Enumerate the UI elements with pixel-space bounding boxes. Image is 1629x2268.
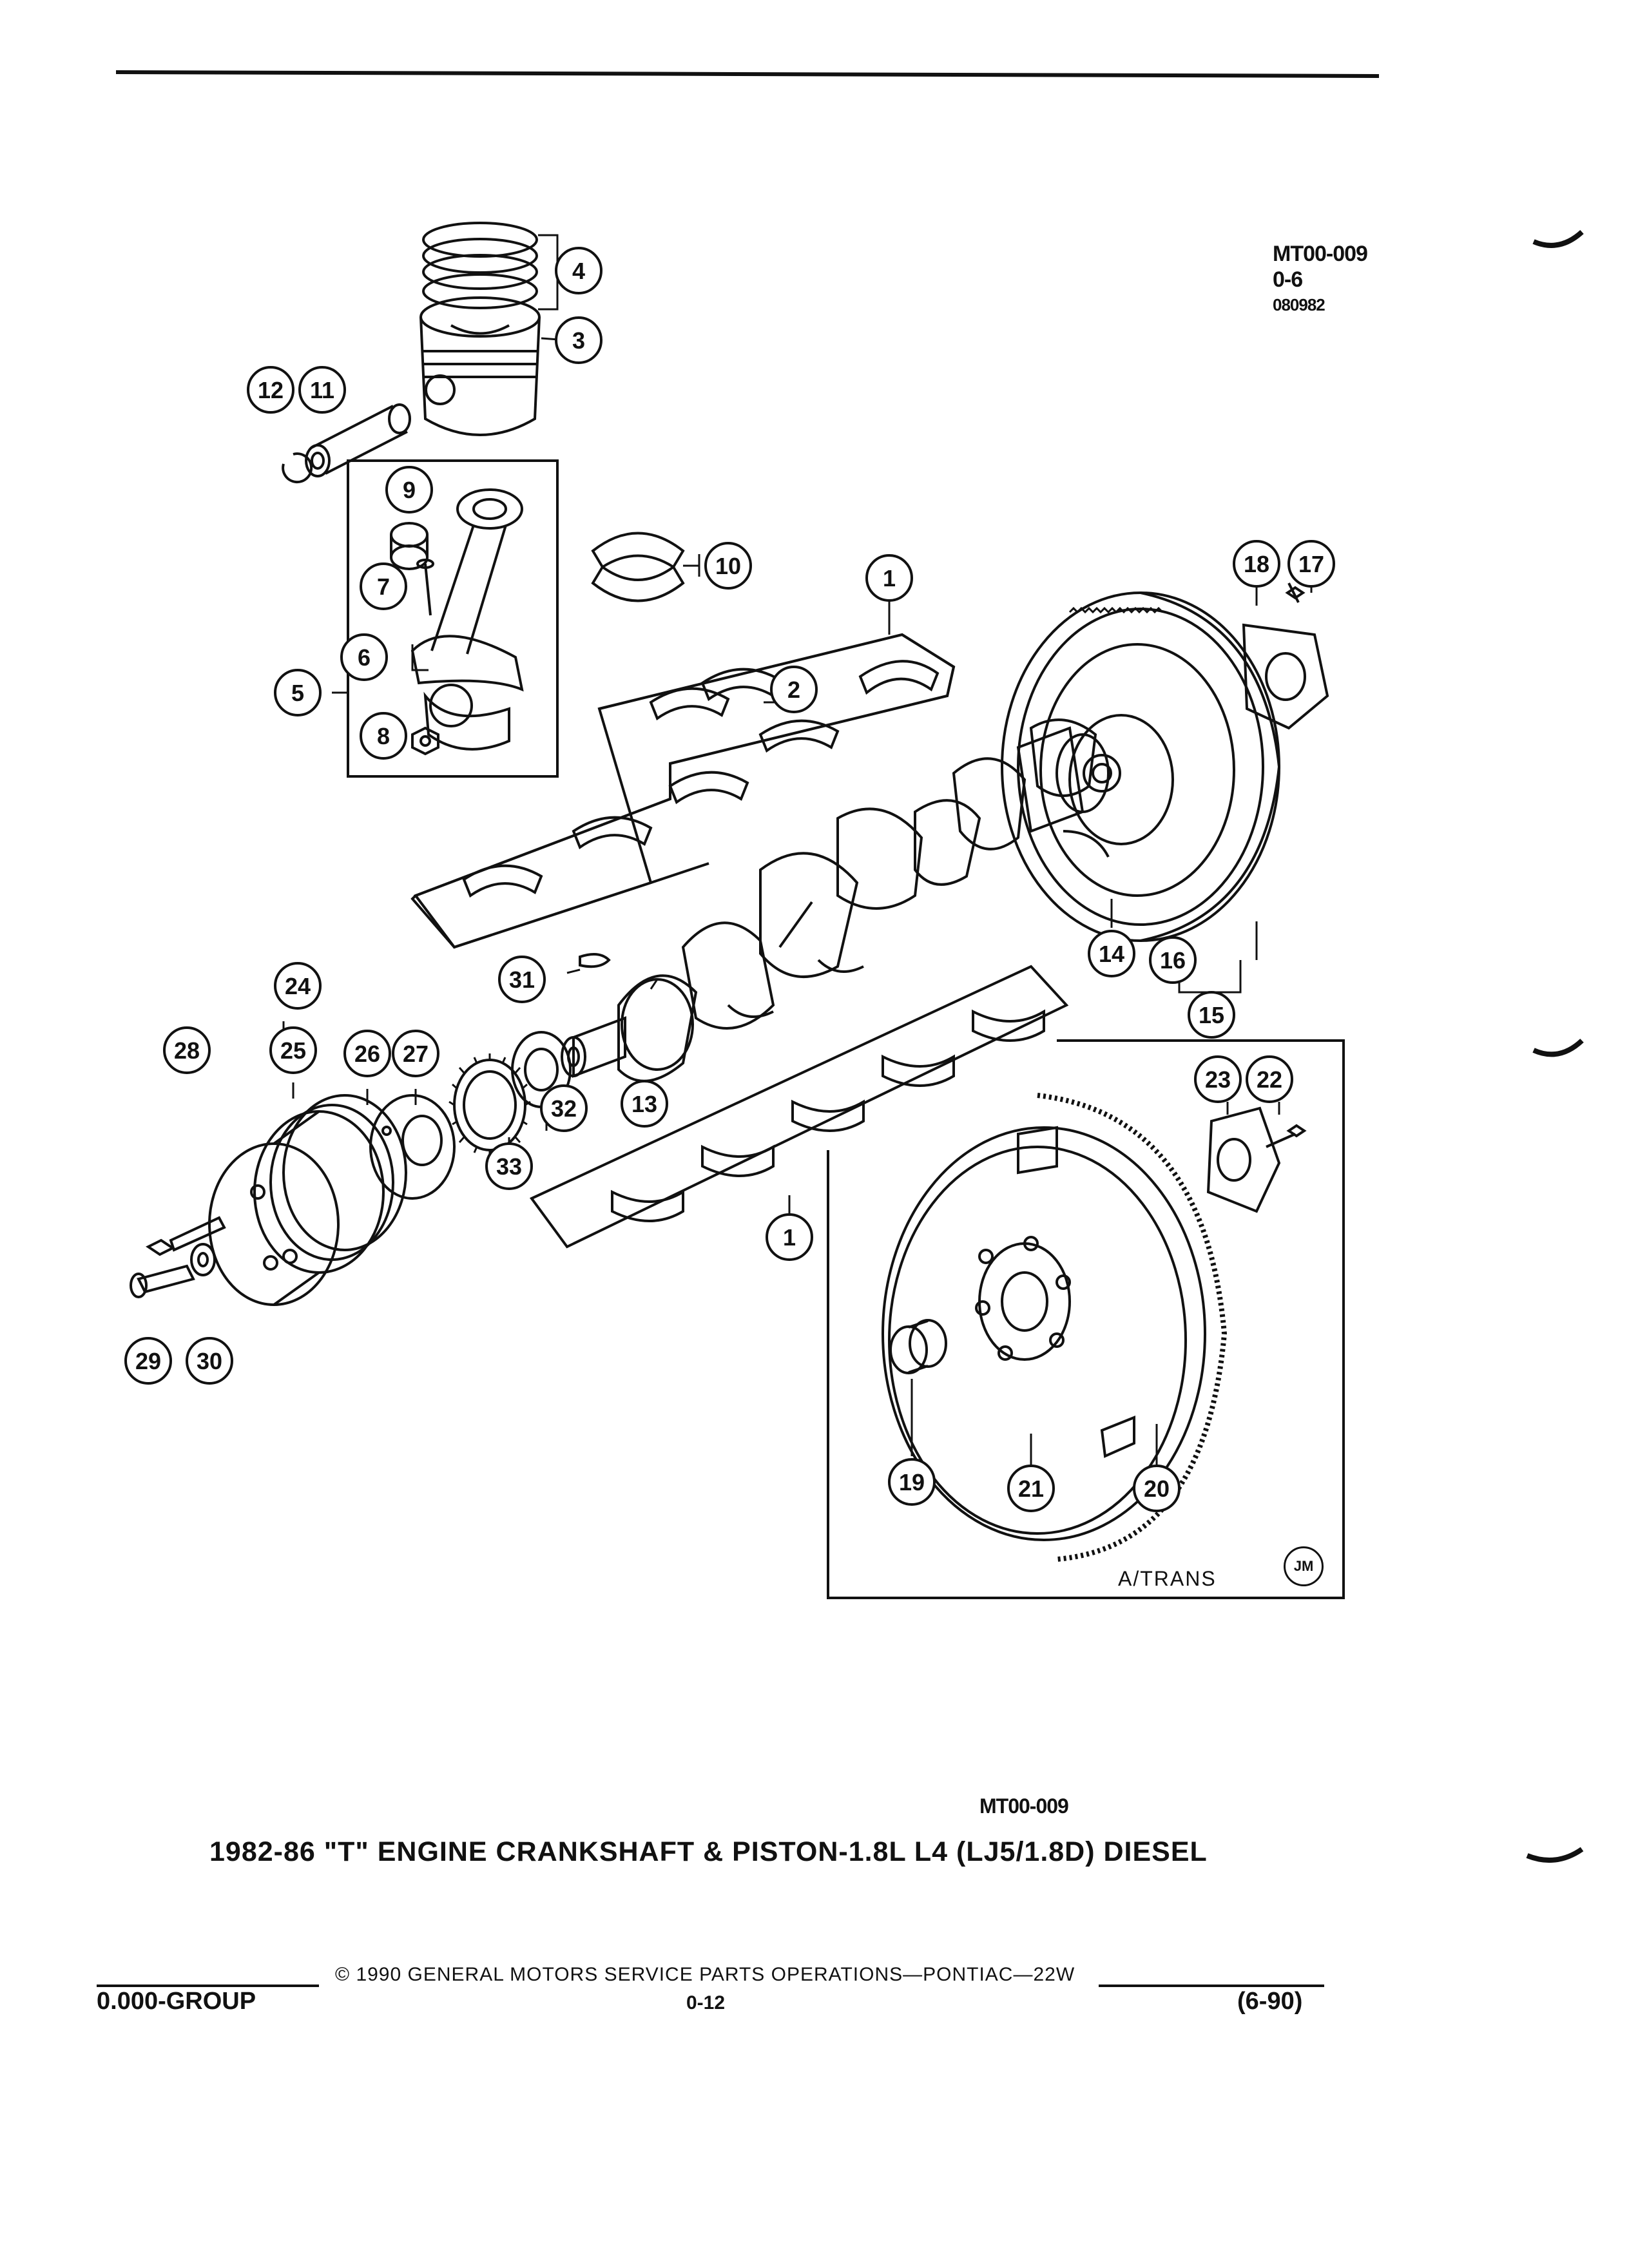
callout-23 bbox=[1195, 1057, 1240, 1102]
callout-label: 20 bbox=[1143, 1475, 1170, 1502]
callout-2 bbox=[771, 667, 816, 712]
callout-label: 32 bbox=[550, 1095, 577, 1122]
atrans-label: A/TRANS bbox=[1118, 1567, 1217, 1590]
callout-29 bbox=[126, 1338, 171, 1383]
callout-label: 4 bbox=[572, 258, 586, 284]
crankshaft bbox=[562, 720, 1108, 1081]
callout-11 bbox=[300, 367, 345, 412]
footer-rule-right bbox=[1099, 1984, 1324, 1987]
callout-22 bbox=[1247, 1057, 1292, 1102]
callout-label: 16 bbox=[1159, 947, 1186, 974]
piston-pin bbox=[306, 405, 410, 476]
line-art bbox=[131, 223, 1344, 1598]
footer-page: 0-12 bbox=[686, 1992, 726, 2013]
callout-label: 11 bbox=[309, 377, 335, 403]
callout-label: 23 bbox=[1204, 1066, 1231, 1093]
callout-label: 9 bbox=[402, 477, 416, 503]
callout-label: 3 bbox=[572, 327, 586, 354]
callout-label: 28 bbox=[173, 1037, 200, 1064]
callout-14 bbox=[1089, 931, 1134, 976]
callout-label: 1 bbox=[782, 1224, 796, 1251]
callout-20 bbox=[1134, 1466, 1179, 1511]
connecting-rod bbox=[412, 490, 522, 749]
callout-label: 14 bbox=[1098, 941, 1125, 967]
rod-bearings bbox=[593, 533, 683, 601]
callout-label: 31 bbox=[508, 966, 535, 993]
binder-mark-2 bbox=[1534, 1041, 1582, 1054]
callout-25 bbox=[271, 1028, 316, 1073]
callout-label: 1 bbox=[882, 565, 896, 591]
callout-label: 21 bbox=[1017, 1475, 1045, 1502]
callout-1 bbox=[767, 1215, 812, 1260]
callout-7 bbox=[361, 564, 406, 609]
callout-label: 12 bbox=[257, 377, 284, 403]
callout-26 bbox=[345, 1031, 390, 1076]
callout-label: 7 bbox=[376, 573, 390, 600]
callout-label: 6 bbox=[357, 644, 371, 671]
callout-10 bbox=[706, 543, 751, 588]
timing-gear bbox=[449, 1053, 530, 1157]
crank-pulley bbox=[209, 1095, 406, 1305]
flywheel bbox=[1002, 593, 1279, 941]
callout-label: 19 bbox=[898, 1469, 925, 1495]
callout-31 bbox=[499, 957, 545, 1002]
callout-13 bbox=[622, 1081, 667, 1126]
piston bbox=[421, 298, 539, 435]
small-end-bushing bbox=[391, 523, 427, 569]
callout-label: 29 bbox=[135, 1348, 162, 1374]
callout-33 bbox=[487, 1144, 532, 1189]
callout-label: 2 bbox=[787, 677, 801, 703]
callout-label: 18 bbox=[1243, 551, 1270, 577]
crank-key bbox=[580, 954, 609, 966]
flexplate-bolt bbox=[1266, 1126, 1304, 1147]
callout-label: 25 bbox=[280, 1037, 307, 1064]
callout-label: 27 bbox=[402, 1041, 429, 1067]
artist-initials-text: JM bbox=[1293, 1558, 1314, 1574]
callouts bbox=[126, 248, 1334, 1511]
header-code: MT00-009 bbox=[1273, 242, 1367, 266]
callout-12 bbox=[248, 367, 293, 412]
callout-30 bbox=[187, 1338, 232, 1383]
callout-24 bbox=[275, 963, 320, 1008]
footer-date-code: (6-90) bbox=[1237, 1988, 1303, 2015]
callout-label: 13 bbox=[631, 1091, 658, 1117]
binder-mark-1 bbox=[1534, 232, 1582, 245]
callout-28 bbox=[164, 1028, 209, 1073]
callout-19 bbox=[889, 1459, 934, 1504]
pulley-hub bbox=[371, 1095, 454, 1198]
callout-label: 30 bbox=[196, 1348, 223, 1374]
caption-code: MT00-009 bbox=[979, 1794, 1068, 1818]
flywheel-plate bbox=[1244, 625, 1327, 728]
footer-rule-left bbox=[97, 1984, 319, 1987]
converter-pilot bbox=[891, 1320, 946, 1373]
upper-main-bearings bbox=[464, 661, 938, 896]
header-sub-code: 0-6 bbox=[1273, 267, 1303, 292]
callout-17 bbox=[1289, 541, 1334, 586]
flexplate-spacer bbox=[1208, 1108, 1279, 1211]
caption-title: 1982-86 "T" ENGINE CRANKSHAFT & PISTON-1.8L L4 (LJ5/1.8D) DIESEL bbox=[209, 1836, 1208, 1867]
binder-mark-3 bbox=[1527, 1849, 1582, 1860]
callout-label: 15 bbox=[1198, 1002, 1225, 1028]
callout-21 bbox=[1008, 1466, 1054, 1511]
upper-panel-outline bbox=[416, 635, 954, 947]
callout-8 bbox=[361, 713, 406, 758]
rod-bolt bbox=[418, 560, 433, 615]
callout-label: 8 bbox=[376, 723, 390, 749]
callout-4 bbox=[556, 248, 601, 293]
callout-3 bbox=[556, 318, 601, 363]
callout-6 bbox=[342, 635, 387, 680]
callout-27 bbox=[393, 1031, 438, 1076]
callout-1 bbox=[867, 555, 912, 601]
callout-5 bbox=[275, 670, 320, 715]
callout-label: 33 bbox=[496, 1153, 523, 1180]
callout-label: 22 bbox=[1256, 1066, 1283, 1093]
callout-9 bbox=[387, 467, 432, 512]
piston-rings bbox=[423, 223, 537, 308]
callout-15 bbox=[1189, 992, 1234, 1037]
callout-label: 26 bbox=[354, 1041, 381, 1067]
callout-label: 5 bbox=[291, 680, 305, 706]
callout-label: 10 bbox=[715, 553, 742, 579]
callout-32 bbox=[541, 1086, 586, 1131]
footer-group: 0.000-GROUP bbox=[97, 1988, 256, 2015]
header-ref-number: 080982 bbox=[1273, 295, 1325, 314]
flywheel-bolt bbox=[1287, 583, 1303, 602]
callout-18 bbox=[1234, 541, 1279, 586]
rod-nut bbox=[412, 728, 438, 754]
callout-label: 17 bbox=[1298, 551, 1325, 577]
footer-copyright: © 1990 GENERAL MOTORS SERVICE PARTS OPERATIONS—PONTIAC—22W bbox=[335, 1964, 1075, 1985]
artist-initials bbox=[1284, 1546, 1324, 1586]
callout-16 bbox=[1150, 937, 1195, 983]
top-rule bbox=[116, 72, 1379, 76]
callout-label: 24 bbox=[284, 973, 311, 999]
